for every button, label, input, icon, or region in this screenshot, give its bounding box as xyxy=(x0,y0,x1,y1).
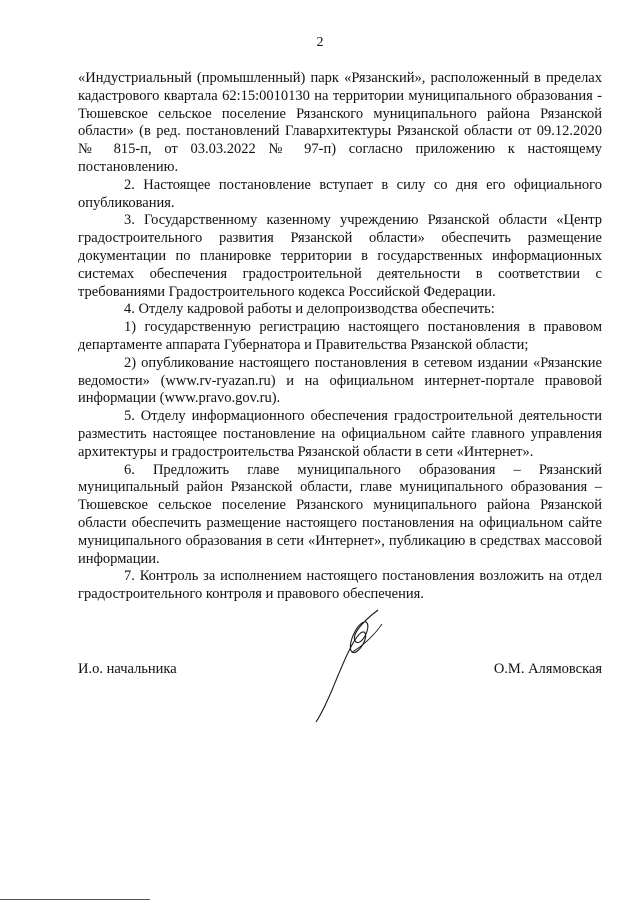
paragraph-item-4-1: 1) государственную регистрацию настоящего постановления в правовом департаменте аппарата Губернатора и Правительства Рязанской области; xyxy=(78,319,602,353)
paragraph-item-4: 4. Отделу кадровой работы и делопроизводства обеспечить: xyxy=(124,301,495,318)
signatory-title: И.о. начальника xyxy=(78,661,177,677)
paragraph-item-7: 7. Контроль за исполнением настоящего постановления возложить на отдел градостроительного контроля и правового обеспечения. xyxy=(78,568,602,603)
page-number: 2 xyxy=(316,35,324,50)
document-body xyxy=(78,70,602,604)
paragraph-continuation: «Индустриальный (промышленный) парк «Рязанский», расположенный в пределах кадастрового квартала 62:15:0010130 на территории муниципального образования - Тюшевское сельское поселение Рязанского муниципального района Рязанской области» (в ред. постановлений Главархитектуры Рязанской области от 09.12.2020 № 815-п, от 03.03.2022 № 97-п) согласно приложению к настоящему постановлению. xyxy=(78,70,602,175)
paragraph-item-3: 3. Государственному казенному учреждению Рязанской области «Центр градостроительного развития Рязанской области» обеспечить размещение документации по планировке территории в государственных информационных системах обеспечения градостроительной деятельности в соответствии с требованиями Градостроительного кодекса Российской Федерации. xyxy=(78,212,602,300)
handwritten-signature xyxy=(312,606,402,726)
bottom-divider xyxy=(0,899,150,900)
paragraph-item-4-2: 2) опубликование настоящего постановления в сетевом издании «Рязанские ведомости» (www.rv-ryazan.ru) и на официальном интернет-портале правовой информации (www.pravo.gov.ru). xyxy=(78,354,602,407)
paragraph-item-2: 2. Настоящее постановление вступает в силу со дня его официального опубликования. xyxy=(78,176,602,211)
paragraph-item-5: 5. Отделу информационного обеспечения градостроительной деятельности разместить настоящее постановление на официальном сайте главного управления архитектуры и градостроительства Рязанской области в сети «Интернет». xyxy=(78,408,602,460)
signatory-name: О.М. Алямовская xyxy=(493,661,602,677)
paragraph-item-6: 6. Предложить главе муниципального образования – Рязанский муниципальный район Рязанской области, главе муниципального образования – Тюшевское сельское поселение Рязанского муниципального района Рязанской области обеспечить размещение настоящего постановления на официальном сайте муниципального образования в сети «Интернет», публикацию в средствах массовой информации. xyxy=(78,461,602,567)
